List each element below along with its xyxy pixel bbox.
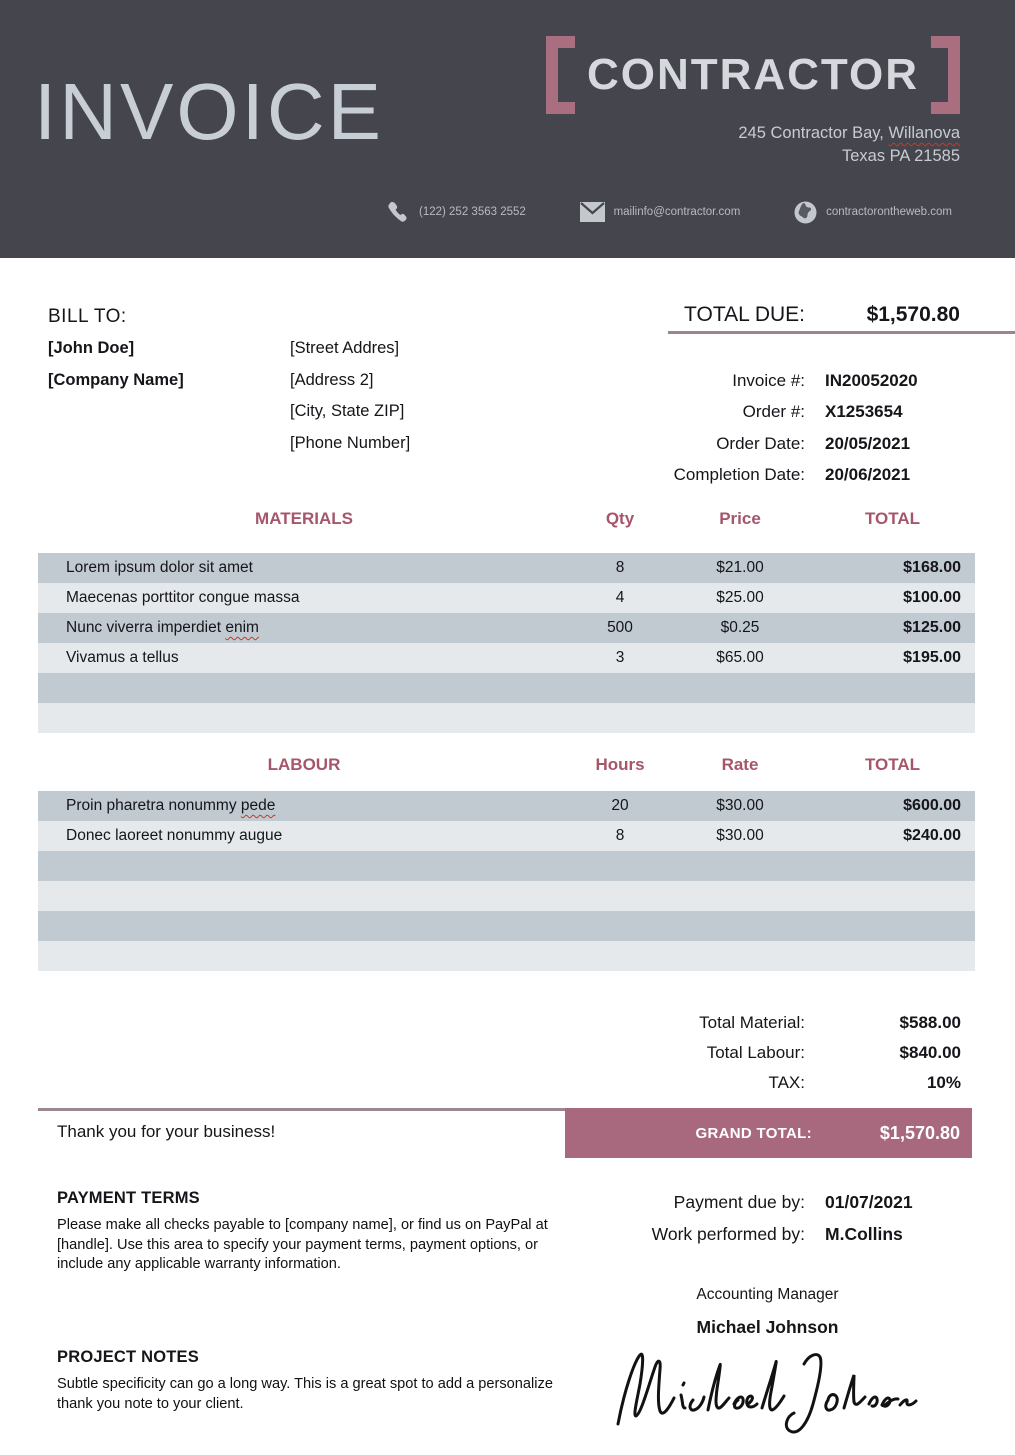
invoice-number-label: Invoice #: xyxy=(732,370,805,390)
company-logo xyxy=(546,36,960,114)
hours-col-header: Hours xyxy=(595,755,645,774)
grand-total-box xyxy=(565,1108,972,1158)
total-material-value: $588.00 xyxy=(899,1013,961,1032)
item-cell xyxy=(38,827,570,845)
header xyxy=(0,0,1015,258)
total-cell: $125.00 xyxy=(903,619,961,636)
total-cell: $600.00 xyxy=(903,797,961,814)
item-cell xyxy=(38,649,570,667)
hours-cell: 20 xyxy=(611,797,629,814)
rate-cell: $30.00 xyxy=(716,827,764,844)
item-misspelled: pede xyxy=(240,797,276,814)
labour-table xyxy=(38,791,975,971)
logo-text: CONTRACTOR xyxy=(586,50,919,99)
contact-website xyxy=(794,201,952,224)
bill-to-address xyxy=(290,333,410,459)
table-row xyxy=(38,643,975,673)
item-cell xyxy=(38,589,570,607)
phone-handset-icon xyxy=(386,199,410,225)
completion-date-label: Completion Date: xyxy=(673,465,805,485)
total-cell: $100.00 xyxy=(903,589,961,606)
project-notes-body: Subtle specificity can go a long way. This is a great spot to add a personalize thank you note to your client. xyxy=(57,1376,553,1412)
work-performed-row xyxy=(652,1218,960,1250)
total-col-header: TOTAL xyxy=(864,755,921,774)
bill-to-address2: [Address 2] xyxy=(290,370,374,389)
order-date-row xyxy=(674,428,960,460)
payment-meta xyxy=(652,1186,960,1250)
page-title: INVOICE xyxy=(34,67,384,156)
contact-email-text: mailinfo@contractor.com xyxy=(613,206,741,218)
signer-name: Michael Johnson xyxy=(696,1317,839,1337)
payment-terms-body: Please make all checks payable to [company name], or find us on PayPal at [handle]. Use this area to specify your payment terms, payment options, or include any applicable warranty information. xyxy=(57,1217,548,1272)
order-number-label: Order #: xyxy=(742,402,805,422)
table-row xyxy=(38,791,975,821)
address-line1-text: 245 Contractor Bay, xyxy=(738,124,889,142)
order-number-row xyxy=(674,397,960,429)
tax-label: TAX: xyxy=(768,1073,805,1092)
total-cell: $195.00 xyxy=(903,649,961,666)
total-material-label: Total Material: xyxy=(699,1013,805,1032)
materials-table xyxy=(38,553,975,733)
company-address xyxy=(738,122,960,168)
qty-col-header: Qty xyxy=(605,509,635,528)
signature-image xyxy=(608,1340,918,1444)
total-due-value: $1,570.80 xyxy=(866,303,960,326)
item-text: Lorem ipsum dolor sit amet xyxy=(66,559,253,576)
invoice-number-value: IN20052020 xyxy=(825,370,918,390)
table-row xyxy=(38,821,975,851)
qty-cell: 500 xyxy=(607,619,633,636)
table-row-empty xyxy=(38,941,975,971)
hours-cell: 8 xyxy=(615,827,625,844)
item-text: Proin pharetra nonummy xyxy=(66,797,241,814)
total-cell: $168.00 xyxy=(903,559,961,576)
globe-icon xyxy=(794,201,817,224)
work-performed-value: M.Collins xyxy=(825,1223,903,1244)
price-cell: $0.25 xyxy=(720,619,760,636)
total-due-rule xyxy=(668,331,1015,334)
total-due xyxy=(684,303,960,327)
logo-bracket-right-icon xyxy=(931,36,960,114)
grand-total-label: GRAND TOTAL: xyxy=(695,1124,812,1142)
price-cell: $25.00 xyxy=(716,589,764,606)
bill-to-phone: [Phone Number] xyxy=(290,433,411,452)
tax-value: 10% xyxy=(926,1073,961,1092)
table-row-empty xyxy=(38,673,975,703)
table-row-empty xyxy=(38,703,975,733)
invoice-meta xyxy=(674,365,960,491)
table-row-empty xyxy=(38,911,975,941)
item-cell xyxy=(38,619,570,637)
price-cell: $21.00 xyxy=(716,559,764,576)
thank-you-note: Thank you for your business! xyxy=(38,1108,565,1158)
item-text: Donec laoreet nonummy augue xyxy=(66,827,283,844)
contact-website-text: contractorontheweb.com xyxy=(826,206,952,218)
materials-col-header: MATERIALS xyxy=(255,509,353,528)
materials-header-row xyxy=(38,507,975,531)
labour-col-header: LABOUR xyxy=(267,755,341,774)
order-date-value: 20/05/2021 xyxy=(825,433,911,453)
signer-role: Accounting Manager xyxy=(696,1286,839,1303)
logo-bracket-left-icon xyxy=(546,36,575,114)
order-number-value: X1253654 xyxy=(825,402,903,422)
item-text: Nunc viverra imperdiet xyxy=(66,619,226,636)
item-cell xyxy=(38,797,570,815)
item-text: Vivamus a tellus xyxy=(66,649,179,666)
item-text: Maecenas porttitor congue massa xyxy=(66,589,300,606)
qty-cell: 3 xyxy=(615,649,625,666)
table-row xyxy=(38,613,975,643)
signer-block xyxy=(560,1286,975,1338)
qty-cell: 8 xyxy=(615,559,625,576)
totals-block xyxy=(541,1008,961,1098)
rate-cell: $30.00 xyxy=(716,797,764,814)
bill-to-name: [John Doe] xyxy=(48,339,135,358)
contact-phone xyxy=(386,199,526,225)
total-due-label: TOTAL DUE: xyxy=(684,303,805,326)
total-labour-label: Total Labour: xyxy=(706,1043,805,1062)
price-col-header: Price xyxy=(719,509,761,528)
address-line1 xyxy=(738,122,960,145)
table-row-empty xyxy=(38,881,975,911)
envelope-icon xyxy=(580,202,605,222)
labour-header-row xyxy=(38,753,975,777)
address-line2: Texas PA 21585 xyxy=(841,147,960,165)
contact-phone-text: (122) 252 3563 2552 xyxy=(419,206,526,218)
completion-date-value: 20/06/2021 xyxy=(825,465,911,485)
rate-col-header: Rate xyxy=(721,755,759,774)
total-cell: $240.00 xyxy=(903,827,961,844)
bill-to-heading: BILL TO: xyxy=(48,306,127,327)
work-performed-label: Work performed by: xyxy=(651,1223,805,1244)
payment-due-row xyxy=(652,1186,960,1218)
total-labour-row xyxy=(541,1038,961,1068)
table-row xyxy=(38,583,975,613)
completion-date-row xyxy=(674,460,960,492)
tax-row xyxy=(541,1068,961,1098)
contact-email xyxy=(580,202,741,222)
payment-due-label: Payment due by: xyxy=(673,1191,805,1212)
bill-to-street: [Street Addres] xyxy=(290,339,400,358)
total-labour-value: $840.00 xyxy=(899,1043,961,1062)
item-cell xyxy=(38,559,570,577)
table-row-empty xyxy=(38,851,975,881)
contact-row xyxy=(386,192,952,232)
order-date-label: Order Date: xyxy=(716,433,805,453)
price-cell: $65.00 xyxy=(716,649,764,666)
project-notes-heading: PROJECT NOTES xyxy=(57,1348,199,1366)
qty-cell: 4 xyxy=(615,589,625,606)
bill-to-city: [City, State ZIP] xyxy=(290,402,405,421)
item-misspelled: enim xyxy=(225,619,259,636)
grand-total-bar xyxy=(38,1108,972,1158)
payment-terms-heading: PAYMENT TERMS xyxy=(57,1189,200,1207)
bill-to-company: [Company Name] xyxy=(48,370,184,389)
invoice-number-row xyxy=(674,365,960,397)
total-material-row xyxy=(541,1008,961,1038)
bill-to-names xyxy=(48,333,184,396)
address-city-misspelled: Willanova xyxy=(888,124,960,142)
payment-due-value: 01/07/2021 xyxy=(825,1191,913,1212)
table-row xyxy=(38,553,975,583)
total-col-header: TOTAL xyxy=(864,509,921,528)
grand-total-value: $1,570.80 xyxy=(879,1122,960,1143)
